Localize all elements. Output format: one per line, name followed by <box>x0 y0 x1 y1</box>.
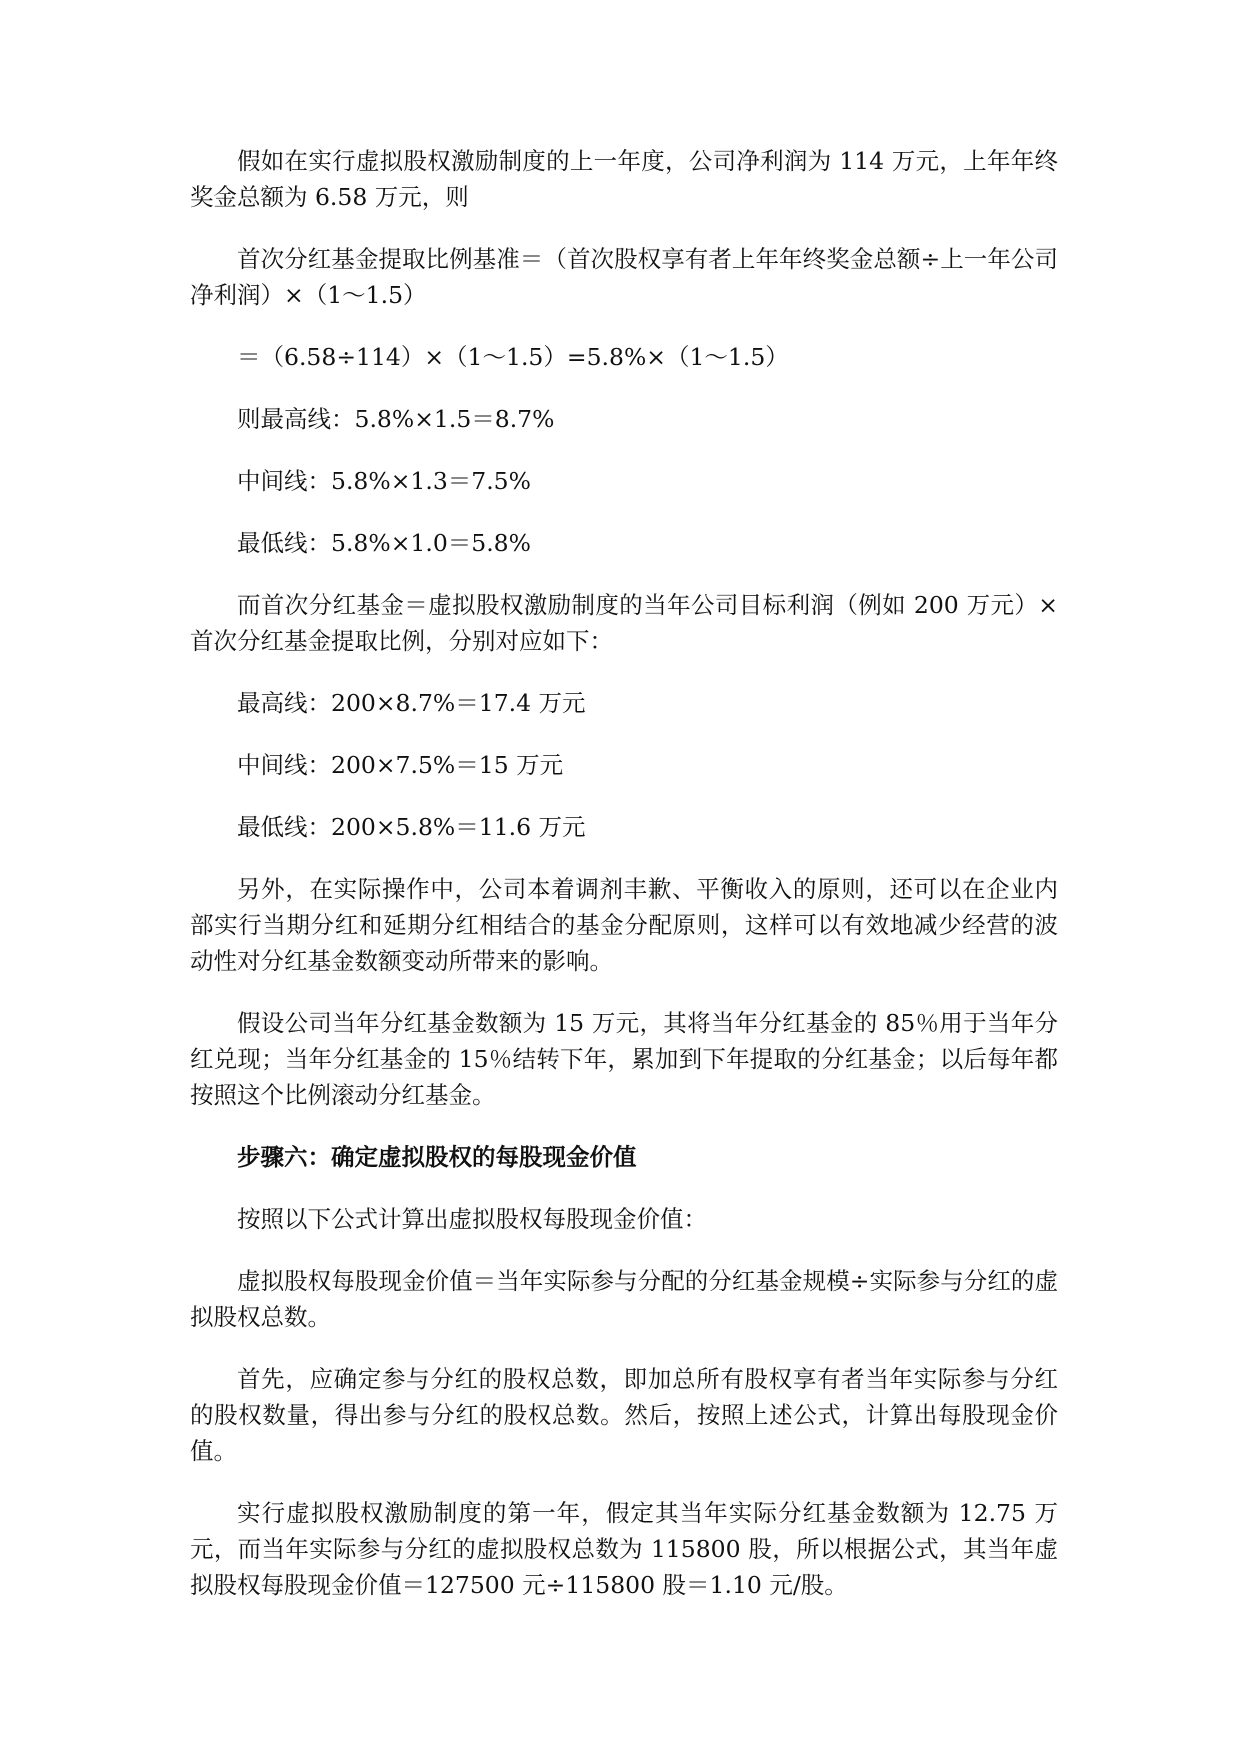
section-heading-step-six: 步骤六：确定虚拟股权的每股现金价值 <box>237 1143 637 1171</box>
formula-ratio-min: 最低线：5.8%×1.0＝5.8% <box>237 529 531 557</box>
paragraph-deferred-dividend: 另外，在实际操作中，公司本着调剂丰歉、平衡收入的原则，还可以在企业内部实行当期分红和延期分红相结合的基金分配原则，这样可以有效地减少经营的波动性对分红基金数额变动所带来的影响。 <box>190 875 1058 975</box>
paragraph-prior-year-profit: 假如在实行虚拟股权激励制度的上一年度，公司净利润为 114 万元，上年年终奖金总额为 6.58 万元，则 <box>190 147 1058 211</box>
paragraph-fund-formula: 而首次分红基金＝虚拟股权激励制度的当年公司目标利润（例如 200 万元）×首次分红基金提取比例，分别对应如下： <box>190 591 1058 655</box>
formula-ratio-mid: 中间线：5.8%×1.3＝7.5% <box>237 467 531 495</box>
formula-fund-min: 最低线：200×5.8%＝11.6 万元 <box>237 813 586 841</box>
paragraph-share-value-formula: 虚拟股权每股现金价值＝当年实际参与分配的分红基金规模÷实际参与分红的虚拟股权总数。 <box>190 1267 1058 1331</box>
paragraph-first-year-example: 实行虚拟股权激励制度的第一年，假定其当年实际分红基金数额为 12.75 万元，而当年实际参与分红的虚拟股权总数为 115800 股，所以根据公式，其当年虚拟股权每股现金价值＝127500 元÷115800 股＝1.10 元/股。 <box>190 1499 1058 1599</box>
formula-fund-max: 最高线：200×8.7%＝17.4 万元 <box>237 689 586 717</box>
formula-ratio-result: ＝（6.58÷114）×（1～1.5）=5.8%×（1～1.5） <box>237 343 789 371</box>
paragraph-formula-intro: 按照以下公式计算出虚拟股权每股现金价值： <box>237 1205 707 1233</box>
formula-ratio-max: 则最高线：5.8%×1.5＝8.7% <box>237 405 555 433</box>
formula-fund-mid: 中间线：200×7.5%＝15 万元 <box>237 751 564 779</box>
paragraph-share-total-method: 首先，应确定参与分红的股权总数，即加总所有股权享有者当年实际参与分红的股权数量，得出参与分红的股权总数。然后，按照上述公式，计算出每股现金价值。 <box>190 1365 1058 1465</box>
paragraph-rolling-fund-example: 假设公司当年分红基金数额为 15 万元，其将当年分红基金的 85％用于当年分红兑现；当年分红基金的 15％结转下年，累加到下年提取的分红基金；以后每年都按照这个比例滚动分红基金。 <box>190 1009 1058 1109</box>
paragraph-ratio-formula: 首次分红基金提取比例基准＝（首次股权享有者上年年终奖金总额÷上一年公司净利润）×（1～1.5） <box>190 245 1058 309</box>
document-page <box>190 143 1058 1629</box>
